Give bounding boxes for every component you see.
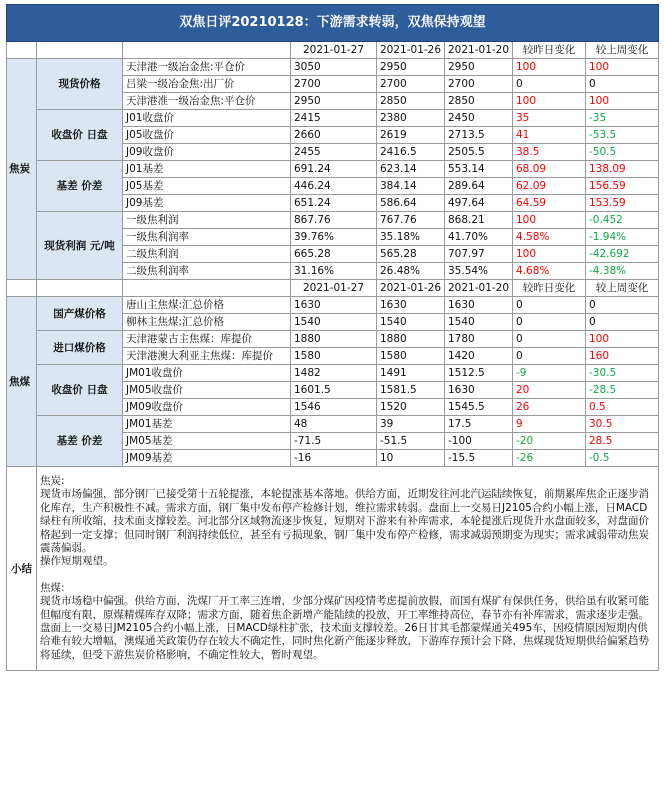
table-row [7,161,659,178]
indicator-name: 天津港澳大利亚主焦煤：库提价 [123,348,291,365]
value-cell: 1540 [445,314,513,331]
value-cell: 2850 [445,93,513,110]
group-label: 基差 价差 [37,416,123,467]
day-change-cell: 0 [513,76,586,93]
table-row [7,331,659,348]
day-change-cell: 100 [513,93,586,110]
value-cell: 39 [377,416,445,433]
indicator-name: 天津港准一级冶金焦:平仓价 [123,93,291,110]
week-change-cell: 28.5 [586,433,659,450]
indicator-name: 天津港一级冶金焦:平仓价 [123,59,291,76]
day-change-cell: 0 [513,331,586,348]
value-cell: 10 [377,450,445,467]
summary-label: 小结 [7,467,37,671]
value-cell: 497.64 [445,195,513,212]
group-label: 现货利润 元/吨 [37,212,123,280]
value-cell: 17.5 [445,416,513,433]
week-change-cell: -35 [586,110,659,127]
value-cell: 1581.5 [377,382,445,399]
day-change-cell: 100 [513,246,586,263]
value-cell: 586.64 [377,195,445,212]
value-cell: 1580 [291,348,377,365]
week-change-cell: 153.59 [586,195,659,212]
indicator-name: J09基差 [123,195,291,212]
week-change-cell: -30.5 [586,365,659,382]
group-label: 基差 价差 [37,161,123,212]
value-cell: 1580 [377,348,445,365]
week-change-cell: 30.5 [586,416,659,433]
week-change-cell: 0 [586,314,659,331]
value-cell: 2700 [377,76,445,93]
week-change-cell: 100 [586,331,659,348]
value-cell: 1540 [377,314,445,331]
value-cell: 2415 [291,110,377,127]
value-cell: 665.28 [291,246,377,263]
week-change-cell: -42.692 [586,246,659,263]
day-change-cell: 0 [513,297,586,314]
week-change-header: 较上周变化 [586,42,659,59]
table-row [7,365,659,382]
indicator-name: 一级焦利润 [123,212,291,229]
value-cell: 384.14 [377,178,445,195]
value-cell: 707.97 [445,246,513,263]
date-header: 2021-01-20 [445,280,513,297]
value-cell: 2660 [291,127,377,144]
group-label: 国产煤价格 [37,297,123,331]
value-cell: 1546 [291,399,377,416]
value-cell: 1540 [291,314,377,331]
indicator-name: J09收盘价 [123,144,291,161]
value-cell: -71.5 [291,433,377,450]
value-cell: 1420 [445,348,513,365]
day-change-cell: 100 [513,59,586,76]
value-cell: 41.70% [445,229,513,246]
group-label: 现货价格 [37,59,123,110]
value-cell: 1545.5 [445,399,513,416]
day-change-cell: -20 [513,433,586,450]
header-blank [37,42,123,59]
week-change-cell: 138.09 [586,161,659,178]
indicator-name: 吕梁一级冶金焦:出厂价 [123,76,291,93]
day-change-cell: 41 [513,127,586,144]
day-change-cell: 9 [513,416,586,433]
indicator-name: 二级焦利润 [123,246,291,263]
indicator-name: 一级焦利润率 [123,229,291,246]
coke-summary-text: 现货市场偏强，部分钢厂已接受第十五轮提涨，本轮提涨基本落地。供给方面，近期发往河北汽运陆续恢复，前期累库焦企正逐步消化库存，生产积极性不减。需求方面，钢厂集中发布停产检修计划，维拉需求转弱。盘面上一交易日J2105合约小幅上涨，日MACD绿柱有所收缩，技术面支撑较差。河北部分区域物流逐步恢复，短期对下游来有补库需求，本轮提涨后现货升水盘面较多，对盘面价格起到一定支撑；但同时钢厂利润持续低位，甚至有亏损现象，钢厂集中发布停产检修，需求减弱预期变为现实；需求减弱带动焦炭震荡偏弱。 [40,488,649,555]
value-cell: 565.28 [377,246,445,263]
value-cell: 2380 [377,110,445,127]
week-change-cell: -0.452 [586,212,659,229]
day-change-cell: 62.09 [513,178,586,195]
value-cell: 2700 [445,76,513,93]
summary-row [7,467,659,671]
value-cell: 39.76% [291,229,377,246]
value-cell: 651.24 [291,195,377,212]
indicator-name: JM09收盘价 [123,399,291,416]
indicator-name: 二级焦利润率 [123,263,291,280]
value-cell: -15.5 [445,450,513,467]
value-cell: 2950 [445,59,513,76]
indicator-name: JM05收盘价 [123,382,291,399]
value-cell: -100 [445,433,513,450]
group-label: 进口煤价格 [37,331,123,365]
value-cell: 26.48% [377,263,445,280]
value-cell: 2713.5 [445,127,513,144]
date-header: 2021-01-27 [291,280,377,297]
coal-summary-text: 现货市场稳中偏强。供给方面，洗煤厂开工率三连增，少部分煤矿因疫情考虑提前放假，而国有煤矿有保供任务，供给虽有收紧可能但幅度有限，原煤精煤库存双降；需求方面，随着焦企新增产能陆续的投放，开工率维持高位，春节亦有补库需求，需求逐步走强。盘面上一交易日JM2105合约小幅上涨，日MACD绿柱扩张，技术面支撑较差。26日甘其毛都蒙煤通关495车，因疫情原因短期内供给难有较大增幅，澳煤通关政策仍存在较大不确定性，同时焦化新产能逐步释放，下游库存预计会下降，焦煤现货短期供给偏紧趋势将延续，但受下游焦炭价格影响，不确定性较大，暂时观望。 [40,595,649,661]
value-cell: 35.18% [377,229,445,246]
week-change-cell: -53.5 [586,127,659,144]
day-change-cell: 38.5 [513,144,586,161]
summary-text [37,467,659,671]
week-change-cell: 0 [586,297,659,314]
value-cell: 868.21 [445,212,513,229]
value-cell: 767.76 [377,212,445,229]
value-cell: 2700 [291,76,377,93]
value-cell: 2505.5 [445,144,513,161]
value-cell: 2619 [377,127,445,144]
day-change-cell: 68.09 [513,161,586,178]
value-cell: -16 [291,450,377,467]
value-cell: 1630 [291,297,377,314]
header-row [7,42,659,59]
value-cell: 1512.5 [445,365,513,382]
group-label: 收盘价 日盘 [37,365,123,416]
date-header: 2021-01-26 [377,280,445,297]
week-change-header: 较上周变化 [586,280,659,297]
week-change-cell: 100 [586,59,659,76]
week-change-cell: 156.59 [586,178,659,195]
day-change-cell: -9 [513,365,586,382]
value-cell: -51.5 [377,433,445,450]
indicator-name: 天津港蒙古主焦煤：库提价 [123,331,291,348]
indicator-name: JM01基差 [123,416,291,433]
category-label: 焦炭 [7,59,37,280]
value-cell: 1780 [445,331,513,348]
day-change-header: 较昨日变化 [513,280,586,297]
value-cell: 1880 [291,331,377,348]
header-row [7,280,659,297]
date-header: 2021-01-27 [291,42,377,59]
indicator-name: JM01收盘价 [123,365,291,382]
value-cell: 3050 [291,59,377,76]
day-change-cell: 26 [513,399,586,416]
day-change-cell: 35 [513,110,586,127]
day-change-cell: 0 [513,314,586,331]
coal-summary-heading: 焦煤: [40,581,65,594]
coke-summary-heading: 焦炭: [40,475,65,487]
value-cell: 446.24 [291,178,377,195]
table-row [7,59,659,76]
indicator-name: 柳林主焦煤:汇总价格 [123,314,291,331]
value-cell: 2455 [291,144,377,161]
date-header: 2021-01-20 [445,42,513,59]
indicator-name: J01收盘价 [123,110,291,127]
value-cell: 1630 [377,297,445,314]
indicator-name: J01基差 [123,161,291,178]
day-change-cell: -26 [513,450,586,467]
value-cell: 553.14 [445,161,513,178]
value-cell: 2416.5 [377,144,445,161]
week-change-cell: -28.5 [586,382,659,399]
value-cell: 2950 [291,93,377,110]
value-cell: 48 [291,416,377,433]
day-change-cell: 20 [513,382,586,399]
value-cell: 623.14 [377,161,445,178]
value-cell: 867.76 [291,212,377,229]
value-cell: 2450 [445,110,513,127]
data-table [6,4,659,671]
indicator-name: JM05基差 [123,433,291,450]
day-change-cell: 4.58% [513,229,586,246]
value-cell: 2850 [377,93,445,110]
week-change-cell: -0.5 [586,450,659,467]
week-change-cell: 160 [586,348,659,365]
value-cell: 1880 [377,331,445,348]
header-blank [7,42,37,59]
value-cell: 1482 [291,365,377,382]
table-row [7,110,659,127]
coke-summary-end: 操作短期观望。 [40,555,114,568]
value-cell: 1630 [445,297,513,314]
page-title: 双焦日评20210128：下游需求转弱，双焦保持观望 [7,5,659,42]
value-cell: 1601.5 [291,382,377,399]
week-change-cell: -1.94% [586,229,659,246]
table-row [7,416,659,433]
value-cell: 2950 [377,59,445,76]
header-blank [123,280,291,297]
date-header: 2021-01-26 [377,42,445,59]
table-row [7,297,659,314]
header-blank [7,280,37,297]
value-cell: 289.64 [445,178,513,195]
header-blank [37,280,123,297]
day-change-cell: 100 [513,212,586,229]
header-blank [123,42,291,59]
indicator-name: J05基差 [123,178,291,195]
indicator-name: JM09基差 [123,450,291,467]
week-change-cell: -50.5 [586,144,659,161]
table-row [7,212,659,229]
value-cell: 1520 [377,399,445,416]
week-change-cell: -4.38% [586,263,659,280]
report-sheet [6,4,658,794]
value-cell: 1491 [377,365,445,382]
group-label: 收盘价 日盘 [37,110,123,161]
week-change-cell: 0.5 [586,399,659,416]
value-cell: 691.24 [291,161,377,178]
indicator-name: 唐山主焦煤:汇总价格 [123,297,291,314]
day-change-cell: 0 [513,348,586,365]
value-cell: 35.54% [445,263,513,280]
week-change-cell: 100 [586,93,659,110]
day-change-cell: 64.59 [513,195,586,212]
day-change-header: 较昨日变化 [513,42,586,59]
category-label: 焦煤 [7,297,37,467]
value-cell: 31.16% [291,263,377,280]
week-change-cell: 0 [586,76,659,93]
value-cell: 1630 [445,382,513,399]
day-change-cell: 4.68% [513,263,586,280]
indicator-name: J05收盘价 [123,127,291,144]
